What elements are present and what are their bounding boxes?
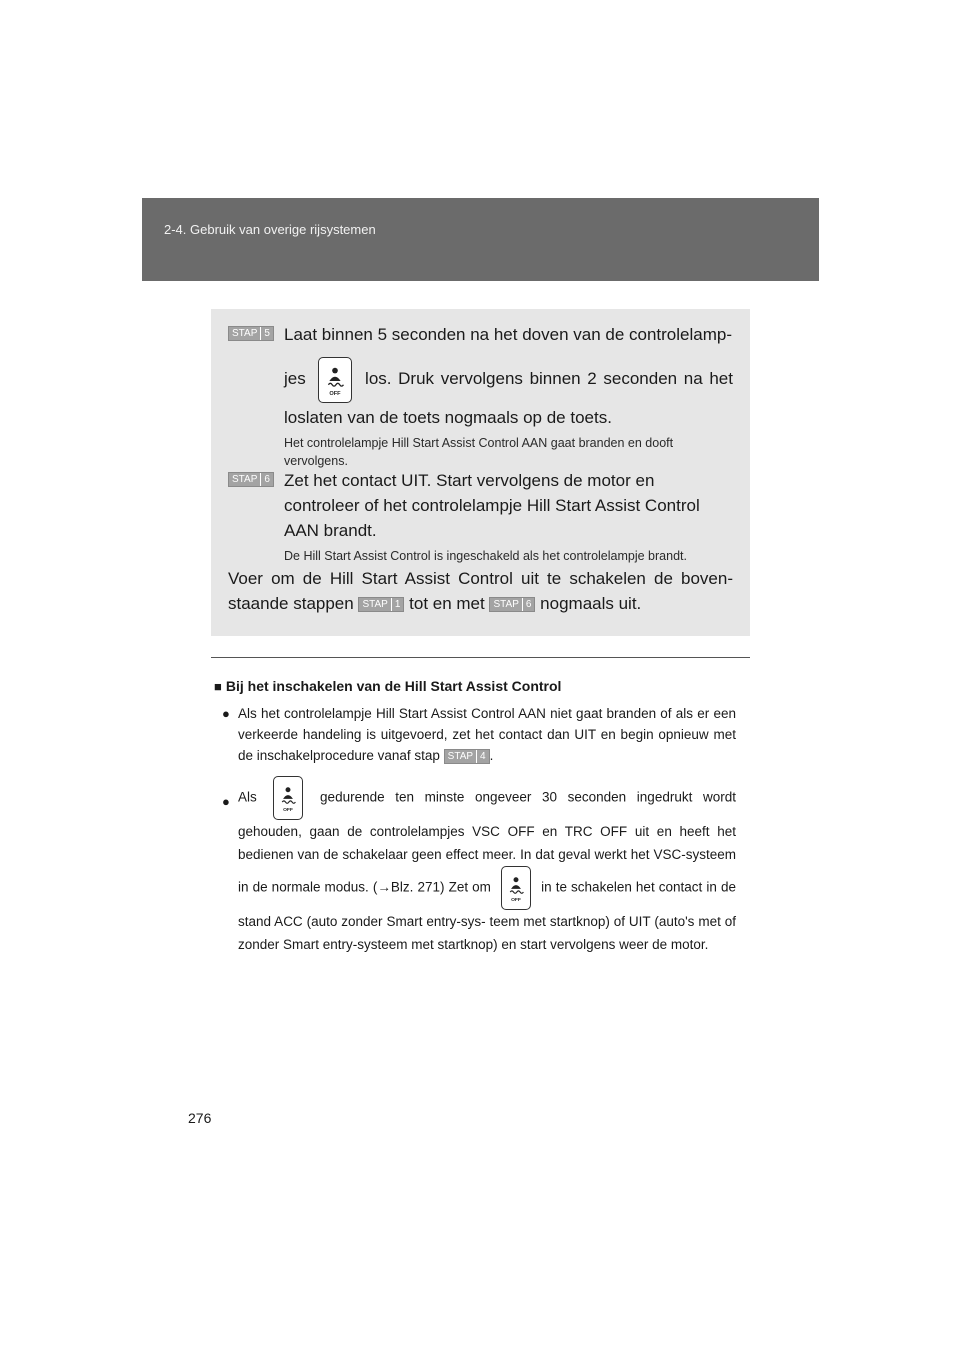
step-ref-6-badge: STAP 6 (489, 597, 535, 612)
step-5-line-3: loslaten van de toets nogmaals op de toets. (284, 408, 612, 427)
bullet-dot-icon: ● (222, 794, 230, 809)
page-number: 276 (188, 1110, 212, 1126)
section-title: 2-4. Gebruik van overige rijsystemen (164, 222, 376, 237)
step-5 (228, 322, 733, 470)
arrow-icon: → (377, 879, 391, 895)
notes-heading: ■ Bij het inschakelen van de Hill Start Assist Control (214, 678, 562, 694)
step-ref-4-badge: STAP 4 (444, 749, 490, 764)
off-label: OFF (329, 390, 342, 397)
section-header-bar (142, 198, 819, 281)
vsc-off-button-icon (273, 776, 303, 820)
step-ref-1-badge: STAP 1 (358, 597, 404, 612)
step-5-note: Het controlelampje Hill Start Assist Control AAN gaat branden en dooft vervolgens. (284, 436, 674, 468)
off-label: OFF (511, 898, 521, 904)
step-6-text: Zet het contact UIT. Start vervolgens de motor en controleer of het controlelampje Hill Start Assist Control AAN brandt. (284, 471, 700, 540)
page-reference-link[interactable]: Blz. 271 (390, 879, 441, 895)
step-badge: STAP 5 (228, 326, 274, 341)
note-bullet-2: ● Als OFF gedurende ten minste ongeveer 30 seconden ingedrukt wordt gehouden, gaan de controlelampjes VSC OFF en TRC OFF uit en heeft het bedienen van de schakelaar geen effect meer. In dat geval werkt het VSC-systeem in de normale modus. (→Blz. 271) Zet om OFF in te schakelen het contact in de stand ACC (auto zonder Smart entry-sys- teem met startknop) of UIT (auto's met of zonder Smart entry-systeem met startknop) en start vervolgens weer de motor. (214, 776, 736, 956)
step-5-line-1: Laat binnen 5 seconden na het doven van de controlelamp- (284, 325, 732, 344)
disable-instruction: Voer om de Hill Start Assist Control uit te schakelen de boven- staande stappen STAP 1 tot en met STAP 6 nogmaals uit. (228, 569, 733, 613)
note-bullet-1: ● Als het controlelampje Hill Start Assist Control AAN niet gaat branden of als er een verkeerde handeling is uitgevoerd, zet het contact dan UIT en begin opnieuw met de inschakelprocedure vanaf stap STAP 4 . (214, 703, 736, 766)
step-6-note: De Hill Start Assist Control is ingeschakeld als het controlelampje brandt. (284, 549, 687, 563)
notes-section (214, 676, 736, 956)
vsc-off-button-icon (501, 866, 531, 910)
step-5-line-2: jes OFF los. Druk vervolgens binnen 2 seconden na het (284, 353, 733, 405)
step-6 (228, 468, 733, 565)
section-divider (211, 657, 750, 658)
vsc-off-button-icon (318, 357, 352, 403)
square-bullet-icon: ■ (214, 679, 222, 694)
step-badge: STAP 6 (228, 472, 274, 487)
bullet-dot-icon: ● (222, 706, 230, 721)
off-label: OFF (283, 808, 294, 814)
